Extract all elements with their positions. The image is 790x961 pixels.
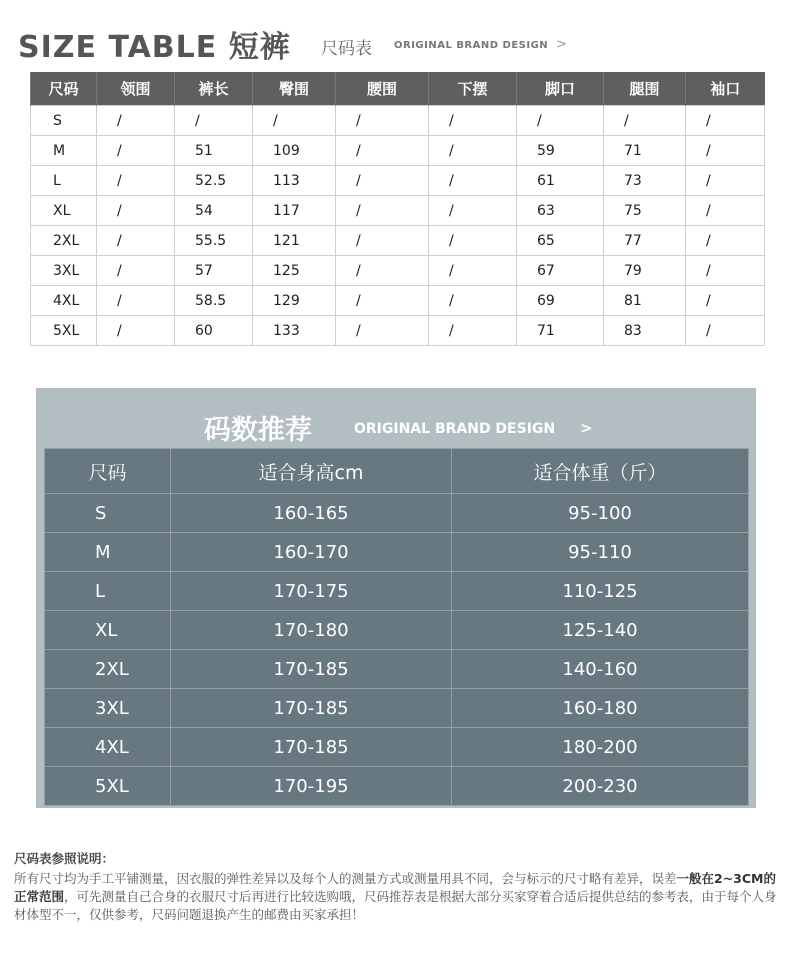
table-cell: 67 xyxy=(517,256,604,286)
table-cell: 54 xyxy=(175,196,253,226)
table-row xyxy=(31,256,765,286)
notes-text-start: 所有尺寸均为手工平铺测量，因衣服的弹性差异以及每个人的测量方式或测量用具不同，会与标示的尺寸略有差异，误差 xyxy=(14,871,677,886)
table-cell: / xyxy=(336,196,429,226)
table-cell: 73 xyxy=(604,166,686,196)
col-header: 尺码 xyxy=(31,72,97,106)
table-cell: / xyxy=(97,166,175,196)
table-cell: / xyxy=(686,256,765,286)
chevron-right-icon: > xyxy=(556,37,567,52)
table-cell: / xyxy=(336,286,429,316)
table-cell: 69 xyxy=(517,286,604,316)
table-cell: 81 xyxy=(604,286,686,316)
recommendation-table xyxy=(44,448,749,806)
table-cell: 133 xyxy=(253,316,336,346)
table-cell: / xyxy=(429,136,517,166)
table-cell: / xyxy=(429,226,517,256)
table-cell: / xyxy=(97,106,175,136)
table-cell: / xyxy=(175,106,253,136)
table-cell: / xyxy=(429,196,517,226)
table-cell: 109 xyxy=(253,136,336,166)
table-cell: 59 xyxy=(517,136,604,166)
table-cell: 58.5 xyxy=(175,286,253,316)
table-cell: 140-160 xyxy=(452,650,749,689)
page-subtitle: 尺码表 xyxy=(321,39,372,59)
col-header: 臀围 xyxy=(253,72,336,106)
table-cell: / xyxy=(97,136,175,166)
table-cell: / xyxy=(686,136,765,166)
recommendation-header xyxy=(44,396,748,448)
notes-text-end: ，可先测量自己合身的衣服尺寸后再进行比较选购哦，尺码推荐表是根据大部分买家穿着合适后提供总结的参考表，由于每个人身材体型不一，仅供参考，尺码问题退换产生的邮费由买家承担！ xyxy=(14,889,777,922)
table-cell: 160-180 xyxy=(452,689,749,728)
table-cell: 83 xyxy=(604,316,686,346)
table-cell: 170-185 xyxy=(171,650,452,689)
table-cell: 160-165 xyxy=(171,494,452,533)
table-row xyxy=(31,106,765,136)
table-cell: 95-100 xyxy=(452,494,749,533)
brand-tagline: ORIGINAL BRAND DESIGN xyxy=(354,421,556,437)
size-label-cell: XL xyxy=(31,196,97,226)
page-header xyxy=(18,22,778,66)
col-header: 领围 xyxy=(97,72,175,106)
col-header: 下摆 xyxy=(429,72,517,106)
table-cell: / xyxy=(686,316,765,346)
size-table-header xyxy=(31,72,765,106)
col-header: 脚口 xyxy=(517,72,604,106)
table-row xyxy=(45,494,749,533)
size-label-cell: 3XL xyxy=(45,689,171,728)
table-row xyxy=(45,611,749,650)
table-cell: / xyxy=(336,106,429,136)
table-cell: / xyxy=(336,256,429,286)
table-row xyxy=(31,226,765,256)
size-label-cell: L xyxy=(45,572,171,611)
table-cell: 200-230 xyxy=(452,767,749,806)
page-title: SIZE TABLE 短裤 xyxy=(18,30,291,65)
table-cell: / xyxy=(336,136,429,166)
table-cell: 75 xyxy=(604,196,686,226)
table-cell: 77 xyxy=(604,226,686,256)
table-cell: 52.5 xyxy=(175,166,253,196)
brand-tagline: ORIGINAL BRAND DESIGN xyxy=(394,40,549,51)
table-row xyxy=(31,166,765,196)
table-cell: / xyxy=(97,286,175,316)
size-label-cell: M xyxy=(45,533,171,572)
recommendation-title: 码数推荐 xyxy=(204,415,312,446)
table-cell: / xyxy=(429,166,517,196)
table-cell: / xyxy=(97,196,175,226)
table-cell: / xyxy=(97,316,175,346)
table-cell: / xyxy=(336,226,429,256)
table-row xyxy=(45,728,749,767)
col-header: 适合身高cm xyxy=(171,449,452,494)
size-recommendation-panel xyxy=(36,388,756,808)
col-header: 袖口 xyxy=(686,72,765,106)
table-cell: 121 xyxy=(253,226,336,256)
table-cell: / xyxy=(253,106,336,136)
table-cell: / xyxy=(429,256,517,286)
size-label-cell: S xyxy=(45,494,171,533)
table-row xyxy=(45,689,749,728)
table-cell: 95-110 xyxy=(452,533,749,572)
size-label-cell: 5XL xyxy=(45,767,171,806)
table-row xyxy=(31,286,765,316)
size-label-cell: 4XL xyxy=(45,728,171,767)
table-cell: 63 xyxy=(517,196,604,226)
size-label-cell: L xyxy=(31,166,97,196)
table-cell: / xyxy=(336,316,429,346)
table-row xyxy=(31,316,765,346)
table-cell: 65 xyxy=(517,226,604,256)
table-row xyxy=(31,136,765,166)
table-cell: 79 xyxy=(604,256,686,286)
table-cell: 71 xyxy=(517,316,604,346)
table-cell: 160-170 xyxy=(171,533,452,572)
table-cell: 170-180 xyxy=(171,611,452,650)
table-row xyxy=(45,572,749,611)
table-cell: 71 xyxy=(604,136,686,166)
notes-title: 尺码表参照说明： xyxy=(14,851,115,866)
table-cell: 60 xyxy=(175,316,253,346)
table-cell: / xyxy=(686,166,765,196)
col-header: 腰围 xyxy=(336,72,429,106)
col-header: 裤长 xyxy=(175,72,253,106)
table-row xyxy=(45,533,749,572)
table-cell: 170-175 xyxy=(171,572,452,611)
table-cell: / xyxy=(686,286,765,316)
col-header: 适合体重（斤） xyxy=(452,449,749,494)
table-row xyxy=(31,196,765,226)
col-header: 腿围 xyxy=(604,72,686,106)
size-label-cell: 5XL xyxy=(31,316,97,346)
size-label-cell: 2XL xyxy=(31,226,97,256)
table-cell: / xyxy=(429,316,517,346)
table-cell: 125 xyxy=(253,256,336,286)
table-cell: 125-140 xyxy=(452,611,749,650)
table-cell: 57 xyxy=(175,256,253,286)
size-table xyxy=(30,72,765,346)
table-cell: / xyxy=(97,226,175,256)
table-cell: 55.5 xyxy=(175,226,253,256)
size-label-cell: 3XL xyxy=(31,256,97,286)
table-cell: 180-200 xyxy=(452,728,749,767)
size-label-cell: M xyxy=(31,136,97,166)
table-cell: / xyxy=(429,106,517,136)
table-cell: 129 xyxy=(253,286,336,316)
size-label-cell: 4XL xyxy=(31,286,97,316)
table-cell: / xyxy=(97,256,175,286)
table-cell: / xyxy=(429,286,517,316)
notes-text-highlight: 一般在2~3CM的正常范围 xyxy=(14,871,776,904)
col-header: 尺码 xyxy=(45,449,171,494)
table-cell: 51 xyxy=(175,136,253,166)
table-cell: 113 xyxy=(253,166,336,196)
table-cell: / xyxy=(686,196,765,226)
table-cell: / xyxy=(686,106,765,136)
size-label-cell: XL xyxy=(45,611,171,650)
notes-text xyxy=(14,870,780,924)
table-cell: 170-185 xyxy=(171,728,452,767)
table-cell: 110-125 xyxy=(452,572,749,611)
table-cell: 117 xyxy=(253,196,336,226)
table-cell: 170-185 xyxy=(171,689,452,728)
chevron-right-icon: > xyxy=(580,419,593,437)
table-cell: / xyxy=(336,166,429,196)
table-cell: / xyxy=(686,226,765,256)
table-cell: / xyxy=(604,106,686,136)
table-cell: 61 xyxy=(517,166,604,196)
size-label-cell: S xyxy=(31,106,97,136)
table-row xyxy=(45,650,749,689)
table-cell: 170-195 xyxy=(171,767,452,806)
size-notes xyxy=(14,850,780,924)
recommendation-table-header xyxy=(45,449,749,494)
table-cell: / xyxy=(517,106,604,136)
table-row xyxy=(45,767,749,806)
size-label-cell: 2XL xyxy=(45,650,171,689)
